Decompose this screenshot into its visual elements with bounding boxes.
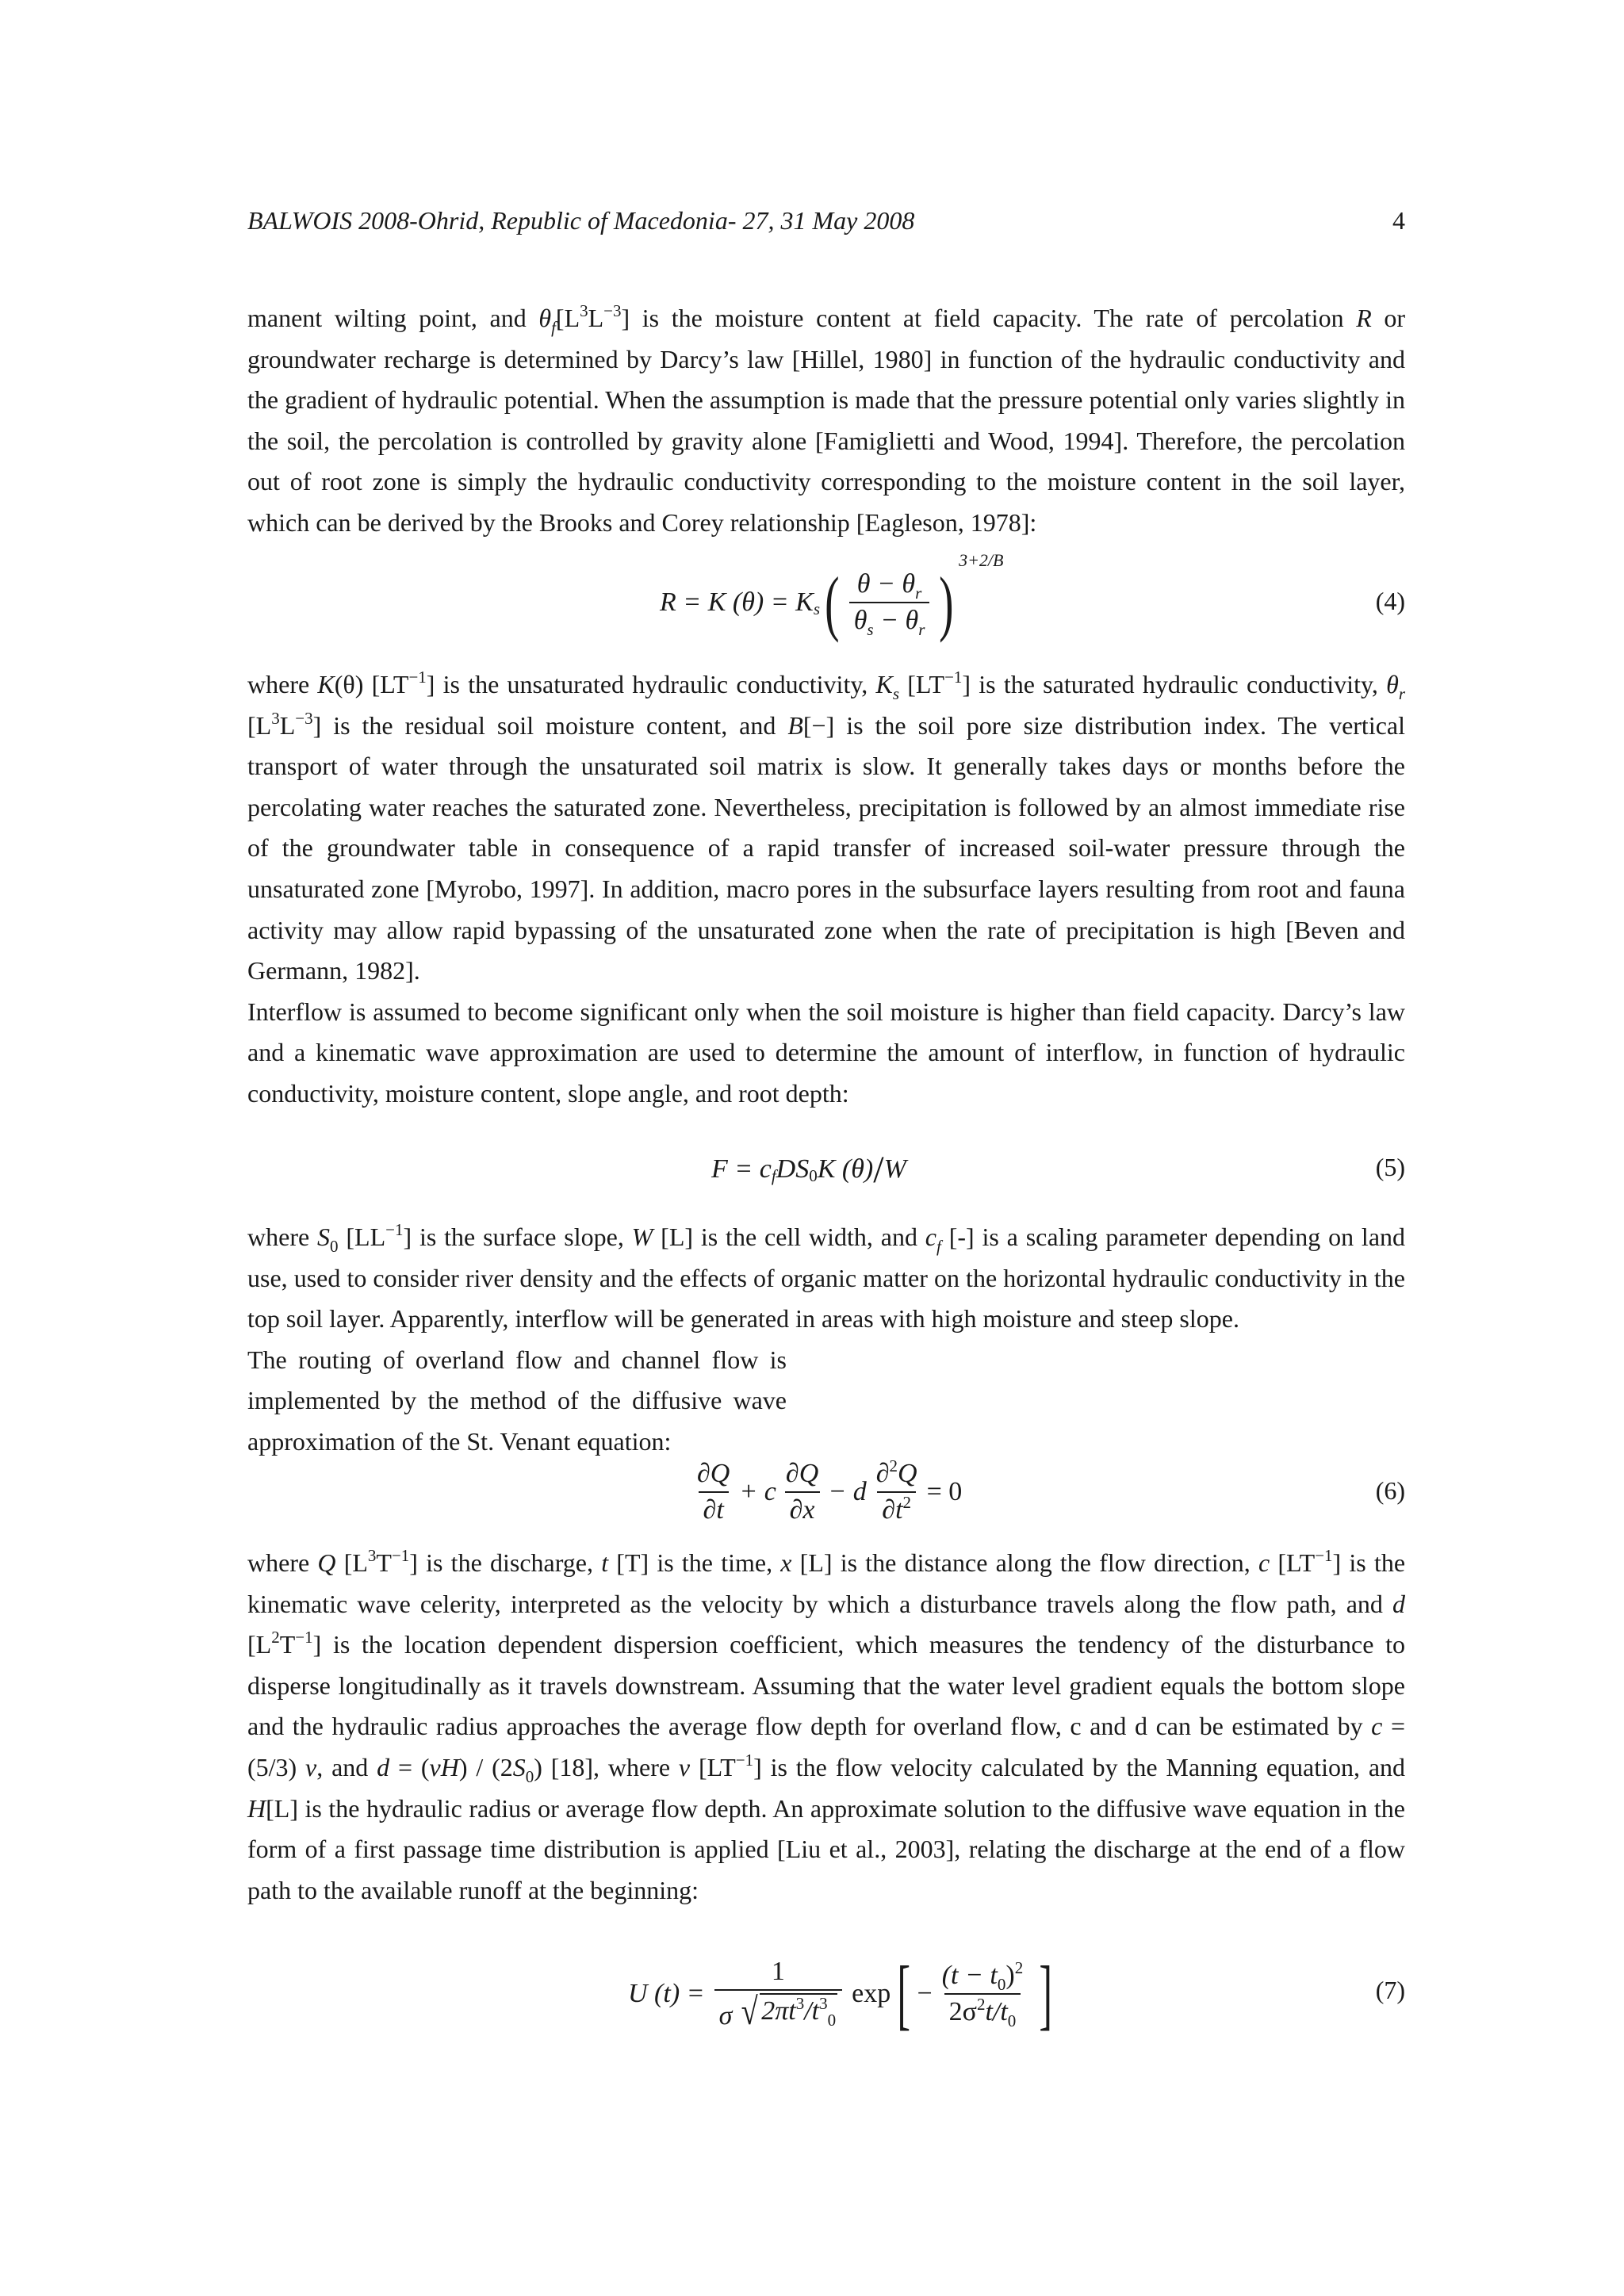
equation-number: (6) xyxy=(1375,1476,1405,1505)
paragraph-2: where K(θ) $[LT^{-1}]$ is the unsaturated hydraulic conductivity, $K_s$ $[LT^{-1}]$ is the saturated hydraulic conductivity, $\theta_r$ $[L^3L^{-3}]$ is the residual soil moisture content, and B[−] is the soil pore size distribution index. The vertical transport of water through the unsaturated soil matrix is slow. It generally takes days or months before the percolating water reaches the saturated zone. Nevertheless, precipitation is followed by an almost immediate rise of the groundwater table in consequence of a rapid transfer of increased soil-water pressure through the unsaturated zone [Myrobo, 1997]. In addition, macro pores in the subsurface layers resulting from root and fauna activity may allow rapid bypassing of the unsaturated zone when the rate of precipitation is high [Beven and Germann, 1982]. Interflow is assumed to become significant only when the soil moisture is higher than field capacity. Darcy’s law and a kinematic wave approximation are used to determine the amount of interflow, in function of hydraulic conductivity, moisture content, slope angle, and root depth: xyxy=(247,664,1405,1115)
paragraph-3: Interflow is assumed to become significant only when the soil moisture is higher than field capacity. Darcy’s law and a kinematic wave approximation are used to determine the amount of interflow, in function of hydraulic conductivity, moisture content, slope angle, and root depth: xyxy=(247,997,1405,1108)
equation-number: (4) xyxy=(1375,587,1405,615)
left-bracket: [ xyxy=(897,1950,911,2038)
conference-title: BALWOIS 2008-Ohrid, Republic of Macedonia- 27, 31 May 2008 xyxy=(247,206,915,235)
paragraph-1: manent wilting point, and $\theta_f[L^3L^{-3}]$ is the moisture content at field capacity. The rate of percolation R or groundwater recharge is determined by Darcy’s law [Hillel, 1980] in function of the hydraulic conductivity and the gradient of hydraulic potential. When the assumption is made that the pressure potential only varies slightly in the soil, the percolation is controlled by gravity alone [Famiglietti and Wood, 1994]. Therefore, the percolation out of root zone is simply the hydraulic conductivity corresponding to the moisture content in the soil layer, which can be derived by the Brooks and Corey relationship [Eagleson, 1978]: xyxy=(247,301,1406,537)
page-number: 4 xyxy=(1392,206,1405,235)
right-paren: ) xyxy=(939,562,954,643)
equation-7: U (t) = 1 σ √ $2\pi t^3/t^3_0$ exp [ − $\frac{(t - t_0)^2}{2\sigma^2t/t_0}$ ] (7) xyxy=(628,1950,1405,2038)
equation-4: R = K (θ) = K $_s$ ( $\frac{\theta - \theta_r}{\theta_s - \theta_r}$ ) 3+2/B (4) xyxy=(660,550,1405,643)
equation-5: F = c $_f$ DS $_0$ K (θ) / W (5) xyxy=(711,1148,1405,1191)
square-root: √ $2\pi t^3/t^3_0$ xyxy=(741,1991,837,2033)
paragraph-5: The routing of overland flow and channel flow is implemented by the method of the diffusive wave approximation of the St. Venant equation: xyxy=(247,1345,787,1456)
paragraph-4: where $S_0$ $[LL^{-1}]$ is the surface slope, W [L] is the cell width, and $c_f$ [-] is a scaling parameter depending on land use, used to consider river density and the effects of organic matter on the horizontal hydraulic conductivity in the top soil layer. Apparently, interflow will be generated in areas with high moisture and steep slope. The routing of overland flow and channel flow is implemented by the method of the diffusive wave approximation of the St. Venant equation: xyxy=(247,1217,1405,1463)
equation-number: (5) xyxy=(1375,1153,1405,1181)
left-paren: ( xyxy=(825,562,840,643)
equation-6: $\frac{\partial Q}{\partial t}$ + c $\frac{\partial Q}{\partial x}$ − d $\frac{\partial^2Q}{\partial t^2}$ = 0 (6) xyxy=(697,1456,1405,1525)
equation-number: (7) xyxy=(1375,1976,1405,2004)
paragraph-6: where Q $[L^3T^{-1}]$ is the discharge, t [T] is the time, x [L] is the distance along the flow direction, c $[LT^{-1}]$ is the kinematic wave celerity, interpreted as the velocity by which a disturbance travels along the flow path, and d $[L^2T^{-1}]$ is the location dependent dispersion coefficient, which measures the tendency of the disturbance to disperse longitudinally as it travels downstream. Assuming that the water level gradient equals the bottom slope and the hydraulic radius approaches the average flow depth for overland flow, c and d can be estimated by c = (5/3) v, and $d = (vH) / (2S_0)$ [18], where v $[LT^{-1}]$ is the flow velocity calculated by the Manning equation, and H[L] is the hydraulic radius or average flow depth. An approximate solution to the diffusive wave equation in the form of a first passage time distribution is applied [Liu et al., 2003], relating the discharge at the end of a flow path to the available runoff at the beginning: xyxy=(247,1546,1406,1904)
right-bracket: ] xyxy=(1039,1950,1053,2038)
page-header xyxy=(247,205,1405,236)
